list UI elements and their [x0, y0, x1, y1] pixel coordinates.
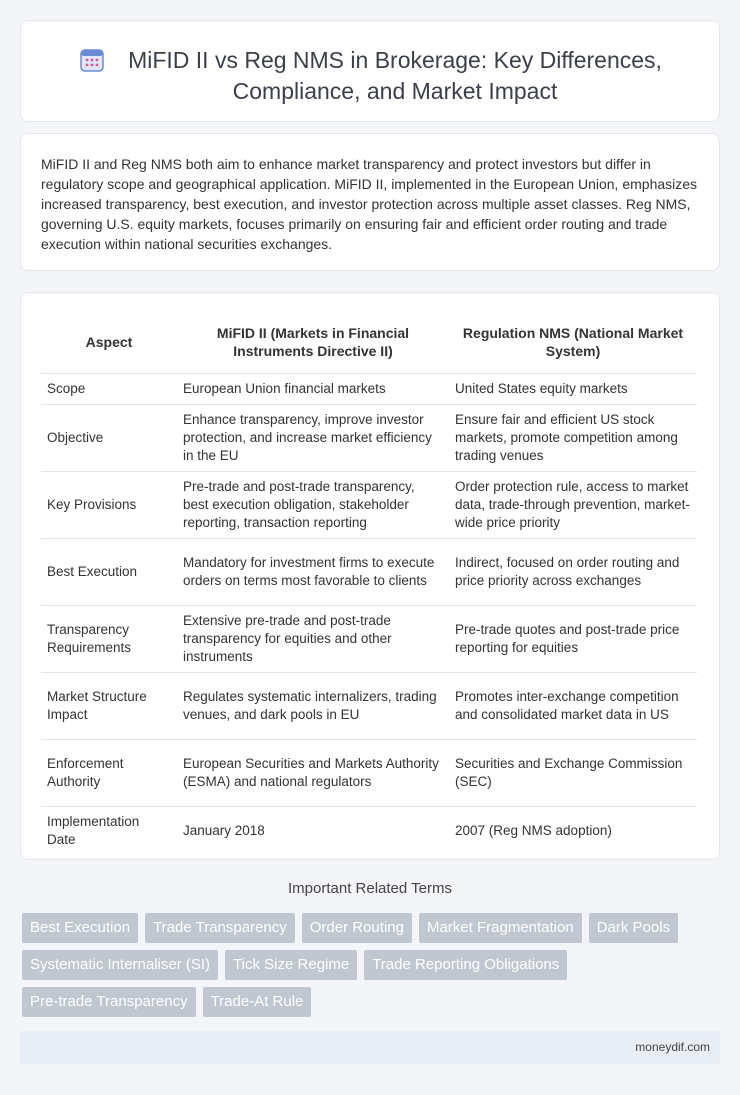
table-row — [41, 605, 697, 672]
tag-tick-size-regime[interactable]: Tick Size Regime — [225, 950, 357, 980]
tag-market-fragmentation[interactable]: Market Fragmentation — [419, 913, 582, 943]
tag-trade-transparency[interactable]: Trade Transparency — [145, 913, 295, 943]
table-row — [41, 404, 697, 471]
row-regnms: Pre-trade quotes and post-trade price reporting for equities — [449, 605, 697, 672]
tag-best-execution[interactable]: Best Execution — [22, 913, 138, 943]
footer — [20, 1031, 720, 1064]
related-terms-heading: Important Related Terms — [288, 880, 452, 897]
table-row — [41, 373, 697, 404]
comparison-table — [41, 311, 697, 856]
header-aspect: Aspect — [41, 311, 177, 373]
header-regnms: Regulation NMS (National Market System) — [449, 311, 697, 373]
row-mifid: January 2018 — [183, 823, 265, 839]
tag-order-routing[interactable]: Order Routing — [302, 913, 412, 943]
row-aspect: Transparency Requirements — [41, 605, 177, 672]
comparison-table-card — [20, 292, 720, 860]
related-terms-list — [22, 913, 722, 1017]
table-row — [41, 672, 697, 739]
row-regnms: 2007 (Reg NMS adoption) — [455, 823, 612, 839]
header-mifid: MiFID II (Markets in Financial Instruments Directive II) — [177, 311, 449, 373]
table-row — [41, 739, 697, 806]
intro-card — [20, 133, 720, 271]
tag-dark-pools[interactable]: Dark Pools — [589, 913, 678, 943]
intro-paragraph: MiFID II and Reg NMS both aim to enhance market transparency and protect investors but differ in regulatory scope and geographical application. MiFID II, implemented in the European Union, emphasizes increased transparency, best execution, and investor protection across multiple asset classes. Reg NMS, governing U.S. equity markets, focuses primarily on ensuring fair and efficient order routing and trade execution within national securities exchanges. — [41, 156, 698, 252]
table-row — [41, 806, 697, 856]
row-aspect: Implementation Date — [47, 814, 140, 848]
table-row — [41, 538, 697, 605]
title-card — [20, 20, 720, 122]
row-regnms: United States equity markets — [449, 373, 697, 404]
row-regnms: Promotes inter-exchange competition and consolidated market data in US — [449, 672, 697, 739]
tag-trade-reporting-obligations[interactable]: Trade Reporting Obligations — [364, 950, 567, 980]
row-mifid: European Union financial markets — [177, 373, 449, 404]
footer-site[interactable]: moneydif.com — [635, 1040, 710, 1054]
row-mifid: Extensive pre-trade and post-trade transparency for equities and other instruments — [177, 605, 449, 672]
row-aspect: Objective — [41, 404, 177, 471]
row-regnms: Order protection rule, access to market data, trade-through prevention, market-wide price priority — [449, 471, 697, 538]
tag-systematic-internaliser[interactable]: Systematic Internaliser (SI) — [22, 950, 218, 980]
table-header-row — [41, 311, 697, 373]
row-aspect: Best Execution — [41, 538, 177, 605]
row-mifid: Pre-trade and post-trade transparency, best execution obligation, stakeholder reporting, transaction reporting — [177, 471, 449, 538]
row-mifid: Mandatory for investment firms to execute orders on terms most favorable to clients — [177, 538, 449, 605]
row-aspect: Market Structure Impact — [41, 672, 177, 739]
row-mifid: European Securities and Markets Authority (ESMA) and national regulators — [177, 739, 449, 806]
row-mifid: Enhance transparency, improve investor protection, and increase market efficiency in the EU — [177, 404, 449, 471]
table-row — [41, 471, 697, 538]
row-mifid: Regulates systematic internalizers, trading venues, and dark pools in EU — [177, 672, 449, 739]
row-aspect: Scope — [41, 373, 177, 404]
tag-trade-at-rule[interactable]: Trade-At Rule — [203, 987, 312, 1017]
row-aspect: Key Provisions — [41, 471, 177, 538]
page-title: MiFID II vs Reg NMS in Brokerage: Key Differences, Compliance, and Market Impact — [128, 47, 662, 104]
tag-pre-trade-transparency[interactable]: Pre-trade Transparency — [22, 987, 196, 1017]
row-regnms: Ensure fair and efficient US stock markets, promote competition among trading venues — [449, 404, 697, 471]
row-aspect: Enforcement Authority — [41, 739, 177, 806]
row-regnms: Securities and Exchange Commission (SEC) — [449, 739, 697, 806]
row-regnms: Indirect, focused on order routing and price priority across exchanges — [449, 538, 697, 605]
